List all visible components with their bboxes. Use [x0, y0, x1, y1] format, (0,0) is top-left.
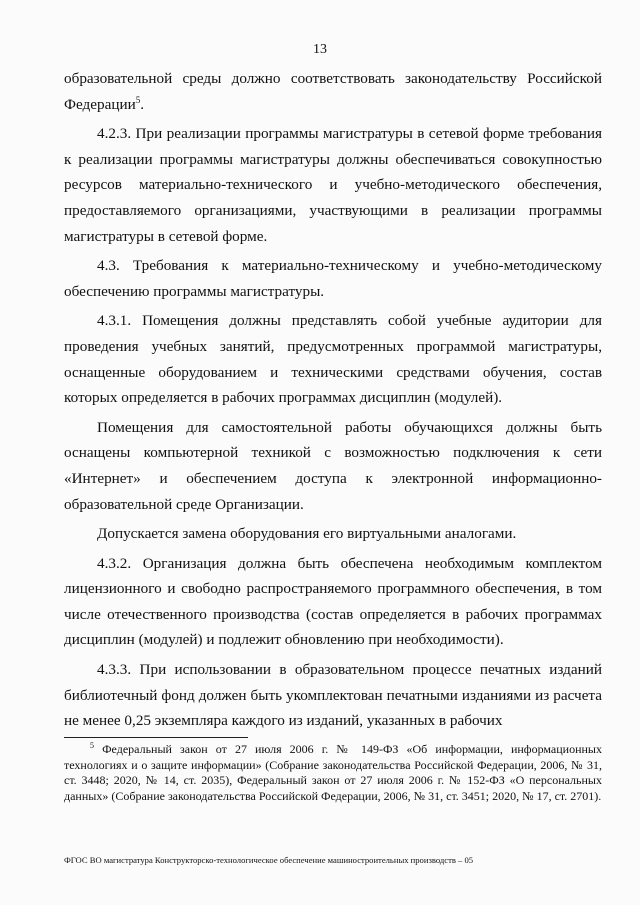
paragraph-continuation: [64, 66, 602, 117]
page-number: 13: [313, 42, 327, 57]
paragraph-4-3: 4.3. Требования к материально-техническому и учебно-методическому обеспечению программы магистратуры.: [64, 257, 602, 300]
footnote-5: [64, 742, 602, 804]
footnotes: [64, 742, 602, 804]
paragraph-4-3-2: 4.3.2. Организация должна быть обеспечена необходимым комплектом лицензионного и свободно распространяемого программного обеспечения, в том числе отечественного производства (состав определяется в рабочих программах дисциплин (модулей) и подлежит обновлению при необходимости).: [64, 554, 602, 649]
footnote-divider: [64, 737, 248, 738]
paragraph-self-study-rooms: Помещения для самостоятельной работы обучающихся должны быть оснащены компьютерной техникой с возможностью подключения к сети «Интернет» и обеспечением доступа к электронной информационно-образовательной среде Организации.: [64, 418, 602, 513]
page-footer: ФГОС ВО магистратура Конструкторско-технологическое обеспечение машиностроительных производств – 05: [64, 855, 474, 865]
document-body: [64, 66, 602, 734]
paragraph-text: образовательной среды должно соответствовать законодательству Российской Федерации: [64, 70, 602, 113]
paragraph-4-3-3: 4.3.3. При использовании в образовательном процессе печатных изданий библиотечный фонд должен быть укомплектован печатными изданиями из расчета не менее 0,25 экземпляра каждого из изданий, указанных в рабочих: [64, 661, 602, 730]
paragraph-4-2-3: 4.2.3. При реализации программы магистратуры в сетевой форме требования к реализации программы магистратуры должны обеспечиваться совокупностью ресурсов материально-технического и учебно-методического обеспечения, предоставляемого организациями, участвующими в реализации программы магистратуры в сетевой форме.: [64, 125, 602, 245]
footnote-reference: 5: [135, 94, 141, 105]
footnote-marker: 5: [90, 741, 94, 750]
paragraph-virtual-analogs: Допускается замена оборудования его виртуальными аналогами.: [97, 525, 517, 543]
paragraph-4-3-1: 4.3.1. Помещения должны представлять собой учебные аудитории для проведения учебных занятий, предусмотренных программой магистратуры, оснащенные оборудованием и техническими средствами обучения, состав которых определяется в рабочих программах дисциплин (модулей).: [64, 312, 602, 407]
footnote-text: Федеральный закон от 27 июля 2006 г. № 149-ФЗ «Об информации, информационных технологиях и о защите информации» (Собрание законодательства Российской Федерации, 2006, № 31, ст. 3448; 2020, № 14, ст. 2035), Федеральный закон от 27 июля 2006 г. № 152-ФЗ «О персональных данных» (Собрание законодательства Российской Федерации, 2006, № 31, ст. 3451; 2020, № 17, ст. 2701).: [64, 742, 602, 803]
paragraph-tail: .: [140, 95, 145, 113]
